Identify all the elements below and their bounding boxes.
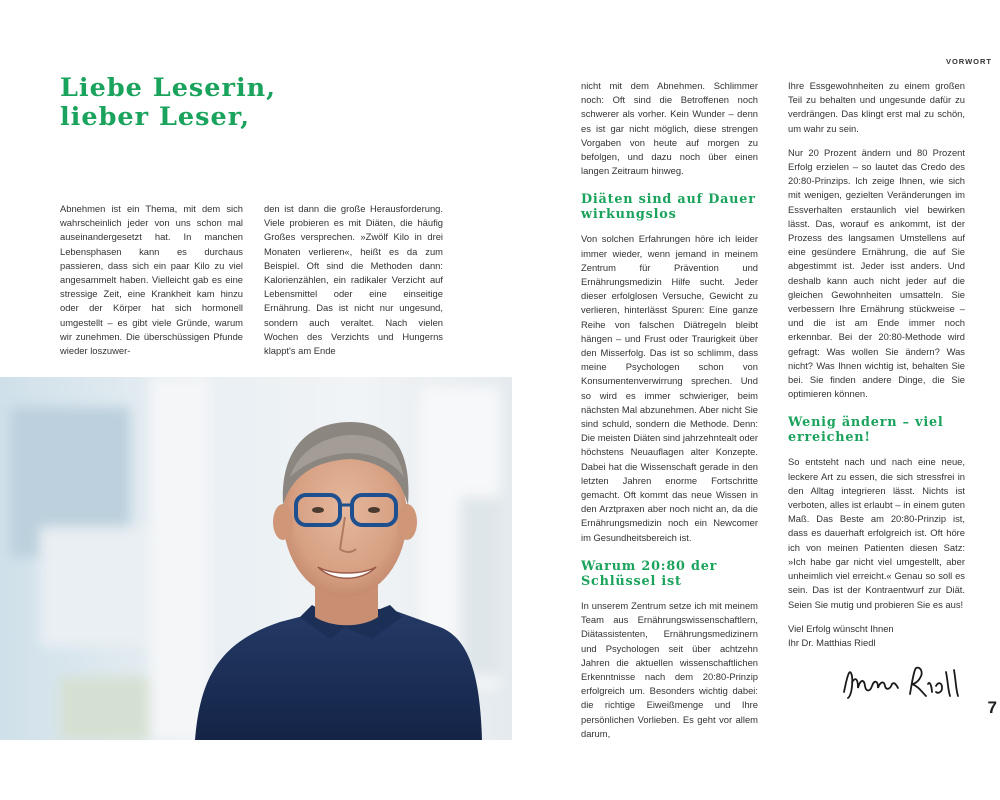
subheading-diaeten: Diäten sind auf Dauer wirkungslos xyxy=(581,192,756,223)
author-line: Ihr Dr. Matthias Riedl xyxy=(788,636,876,648)
body-paragraph: Nur 20 Prozent ändern und 80 Prozent Erfolg erzielen – so lautet das Credo des 20:80-Prinzips. Ich zeige Ihnen, wie sich mit wenigen, gezielten Veränderungen im Essverhalten erstaunlich viel bewirken lässt. Das, worauf es ankommt, ist der Prozess des langsamen Umstellens auf eine gesündere Ernährung, die auf Sie abgestimmt ist. Jeder isst anders. Und deshalb kann auch nicht jeder auf die gleichen Gewohnheiten umsatteln. Sie verbessern Ihre Ernährung stückweise – und die ist am Ende immer noch erkennbar. Bei der 20:80-Methode wird gefragt: Was wollen Sie ändern? Was nicht? Was Ihnen wichtig ist, behalten Sie bei. Sie finden andere Dinge, die Sie optimieren können. xyxy=(788,146,965,400)
text-column-4 xyxy=(788,79,965,650)
closing-line: Viel Erfolg wünscht Ihnen xyxy=(788,622,894,634)
body-paragraph: Ihre Essgewohnheiten zu einem großen Teil zu behalten und ungesunde dafür zu verdrängen. Das klingt erst mal zu schön, um wahr zu sein. xyxy=(788,80,965,134)
headline-line-2: lieber Leser, xyxy=(60,102,251,132)
subheading-wenig-aendern: Wenig ändern – viel erreichen! xyxy=(788,415,944,446)
page-headline xyxy=(60,74,276,132)
subheading-warum-2080: Warum 20:80 der Schlüssel ist xyxy=(581,558,718,589)
author-portrait-photo xyxy=(0,377,512,740)
body-paragraph: den ist dann die große Herausforderung. Viele probieren es mit Diäten, die häufig Großes versprechen. »Zwölf Kilo in drei Monaten verlieren«, heißt es da zum Beispiel. Oft sind die Methoden dann: Kalorienzählen, ein radikaler Verzicht auf Lebensmittel oder eine einseitige Ernährung. Das ist nicht nur ungesund, sondern auch veraltet. Nach vielen Wochen des Verzichts und Hungerns klappt's am Ende xyxy=(264,203,443,357)
text-column-3 xyxy=(581,79,758,751)
body-paragraph: nicht mit dem Abnehmen. Schlimmer noch: Oft sind die Betroffenen noch schwerer als vorher. Kein Wunder – denn es ist gar nicht möglich, diese strengen Vorgaben von heute auf morgen zu befolgen, und dazu noch über einen langen Zeitraum hinweg. xyxy=(581,80,758,177)
body-paragraph: Abnehmen ist ein Thema, mit dem sich wahrscheinlich jeder von uns schon mal auseinandergesetzt hat. In manchen Lebensphasen kann es durchaus passieren, dass sich ein paar Kilo zu viel angesammelt haben. Vielleicht gab es eine stressige Zeit, eine Krankheit kam hinzu oder der Körper hat sich hormonell umgestellt – es gibt viele Gründe, warum wir zunehmen. Die überschüssigen Pfunde wieder loszuwer- xyxy=(60,203,243,357)
headline-line-1: Liebe Leserin, xyxy=(60,73,277,103)
body-paragraph: Von solchen Erfahrungen höre ich leider immer wieder, wenn jemand in meinem Zentrum für Prävention und Ernährungsmedizin Hilfe sucht. Jeder dieser erfolglosen Versuche, Gewicht zu verlieren, hinterlässt Spuren: Eine ganze Reihe von falschen Diätregeln bleibt hängen – und Frust oder Traurigkeit über den Misserfolg. Das ist so schlimm, dass meine Psychologen schon von Konsumentenverwirrung sprechen. Und so wird es immer schwieriger, beim nächsten Mal abzunehmen. Aber nicht Sie sind schuld, sondern die Methode. Denn: Die meisten Diäten sind jahrzehntealt oder höchstens Neuauflagen alter Konzepte. Dabei hat die Wissenschaft gerade in den letzten Jahren enorme Fortschritte gemacht. Oft kommt das neue Wissen in den Arztpraxen aber noch nicht an, da die Ernährungsmedizin noch ein Newcomer im Gesundheitsbereich ist. xyxy=(581,233,758,543)
signature-image xyxy=(838,662,963,704)
body-paragraph: In unserem Zentrum setze ich mit meinem Team aus Ernährungswissenschaftlern, Diätassistenten, Ernährungsmedizinern und Psychologen seit über achtzehn Jahren die aktuellen wissenschaftlichen Erkenntnisse nach dem 20:80-Prinzip erfolgreich um. Besonders wichtig dabei: die richtige Eiweißmenge und Ihre persönlichen Vorlieben. Es geht vor allem darum, xyxy=(581,599,758,739)
text-column-1 xyxy=(60,202,243,368)
section-label: VORWORT xyxy=(945,57,992,66)
body-paragraph: So entsteht nach und nach eine neue, leckere Art zu essen, die sich stressfrei in den Alltag integrieren lässt. Nichts ist verboten, alles ist erlaubt – in einem guten Maß. Das Beste am 20:80-Prinzip ist, dass es dauerhaft erfolgreich ist. Oft höre ich von meinen Patienten diesen Satz: »Ich habe gar nicht viel umgestellt, aber unheimlich viel erreicht.« Genau so soll es sein. Das ist der Kontraentwurf zur Diät. Seien Sie mutig und probieren Sie es aus! xyxy=(788,456,965,610)
page-number: 7 xyxy=(987,698,997,717)
text-column-2 xyxy=(264,202,443,368)
